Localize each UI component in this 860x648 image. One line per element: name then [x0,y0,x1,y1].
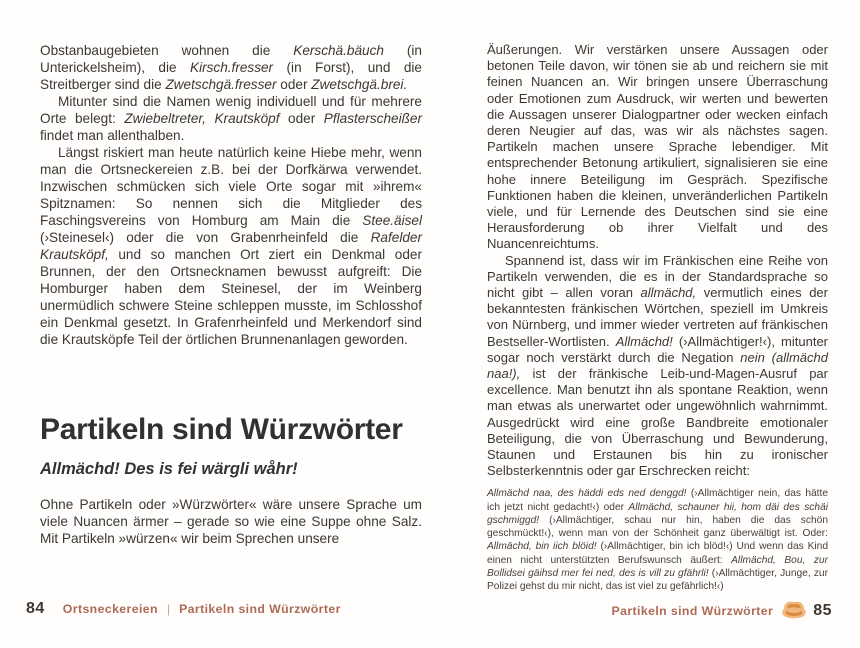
page-right-column [487,42,828,593]
pretzel-icon [780,600,808,621]
paragraph: Ohne Partikeln oder »Würzwörter« wäre unsere Sprache um viele Nuancen ärmer – gerade so wie eine Suppe ohne Salz. Mit Partikeln »würzen« wir beim Sprechen unsere [40,497,422,546]
paragraph: Spannend ist, dass wir im Fränkischen eine Reihe von Partikeln verwenden, die es in der Standardsprache so nicht gibt – allen voran allmächd, vermutlich eines der bekanntesten fränkischen Wörtchen, speziell im Umkreis von Nürnberg, und immer wieder vertreten auf fränkischen Bestseller-Wortlisten. Allmächd! (›Allmächtiger!‹), mitunter sogar noch verstärkt durch die Negation nein (allmächd naa!), ist der fränkische Leib-und-Magen-Ausruf par excellence. Man benutzt ihn als spontane Reaktion, wenn man etwas als unerwartet oder ungewöhnlich wahrnimmt. Ausgedrückt wird eine große Bandbreite emotionaler Beteiligung, die von Überraschung und Bewunderung, Staunen und Erstaunen bis hin zu ironischer Selbsterkenntnis oder gar Erschrecken reicht: [487,252,829,479]
page-number: 85 [813,601,832,619]
section-heading: Partikeln sind Würzwörter [40,413,403,446]
section-subtitle: Allmächd! Des is fei wärgli wåhr! [40,460,298,478]
dialect-examples: Allmächd naa, des häddi eds ned denggd! (›Allmächtiger nein, das hätte ich jetzt nicht gedacht!‹) oder Allmächd, schauner hii, hom däi des schäi gschmiggd! (›Allmächtiger, schau nur hin, haben die das schön geschmückt!‹), wenn man von der Schönheit ganz überwältigt ist. Oder: Allmächd, bin iich blöid! (›Allmächtiger, bin ich blöd!‹) Und wenn das Kind einen nicht unterstützten Berufswunsch äußert: Allmächd, Bou, zur Bollidsei gäihsd mer fei ned, des is vill zu gfährli! (›Allmächtiger, Junge, zur Polizei gehst du mir nicht, das ist viel zu gefährlich!‹) [487,488,828,592]
page-left-column [40,42,422,547]
footer-right [612,600,832,621]
footer-chapter: Ortsneckereien [62,602,158,616]
footer-separator: | [166,602,171,616]
page-number: 84 [26,600,45,617]
footer-section: Partikeln sind Würzwörter [179,602,341,616]
paragraph: Mitunter sind die Namen wenig individuell und für mehrere Orte belegt: Zwiebeltreter, Krautsköpf oder Pflasterscheißer findet man allenthalben. [40,94,422,143]
footer-section: Partikeln sind Würzwörter [611,603,774,618]
paragraph: Äußerungen. Wir verstärken unsere Aussagen oder betonen Teile davon, wir tönen sie ab und reichern sie mit feinen Nuancen an. Wir bringen unsere Überraschung oder Emotionen zum Ausdruck, wir werten und bewerten die Aussagen unserer Dialogpartner oder wecken einfach deren Neugier auf das, was wir als nächstes sagen. Partikeln machen unsere Sprache lebendiger. Mit entsprechender Betonung artikuliert, signalisieren sie eine hohe innere Beteiligung im Gespräch. Spezifische Funktionen haben die kleinen, unveränderlichen Partikeln viele, und für Lernende des Deutschen sind sie eine Herausforderung ob ihrer Vielfalt und des Nuancenreichtums. [487,42,828,252]
footer-left [26,600,341,618]
paragraph: Längst riskiert man heute natürlich keine Hiebe mehr, wenn man die Ortsneckereien z.B. bei der Dorfkärwa verwendet. Inzwischen schmücken sich viele Orte sogar mit »ihrem« Spitznamen: So nennen sich die Mitglieder des Faschingsvereins von Homburg am Main die Stee.äisel (›Steinesel‹) oder die von Grabenrheinfeld die Rafelder Krautsköpf, und so manchen Ort ziert ein Denkmal oder Brunnen, der den Ortsnecknamen bewusst aufgreift: Die Homburger haben dem Steinesel, der im Weinberg unermüdlich schwere Steine schleppen musste, im Schlosshof ein Denkmal gesetzt. In Grafenrheinfeld und Merkendorf sind die Krautsköpfe Teil der örtlichen Brunnenanlagen geworden. [40,145,422,347]
paragraph: Obstanbaugebieten wohnen die Kerschä.bäuch (in Unterickelsheim), die Kirsch.fresser (in Forst), und die Streitberger sind die Zwetschgä.fresser oder Zwetschgä.brei. [40,43,422,92]
